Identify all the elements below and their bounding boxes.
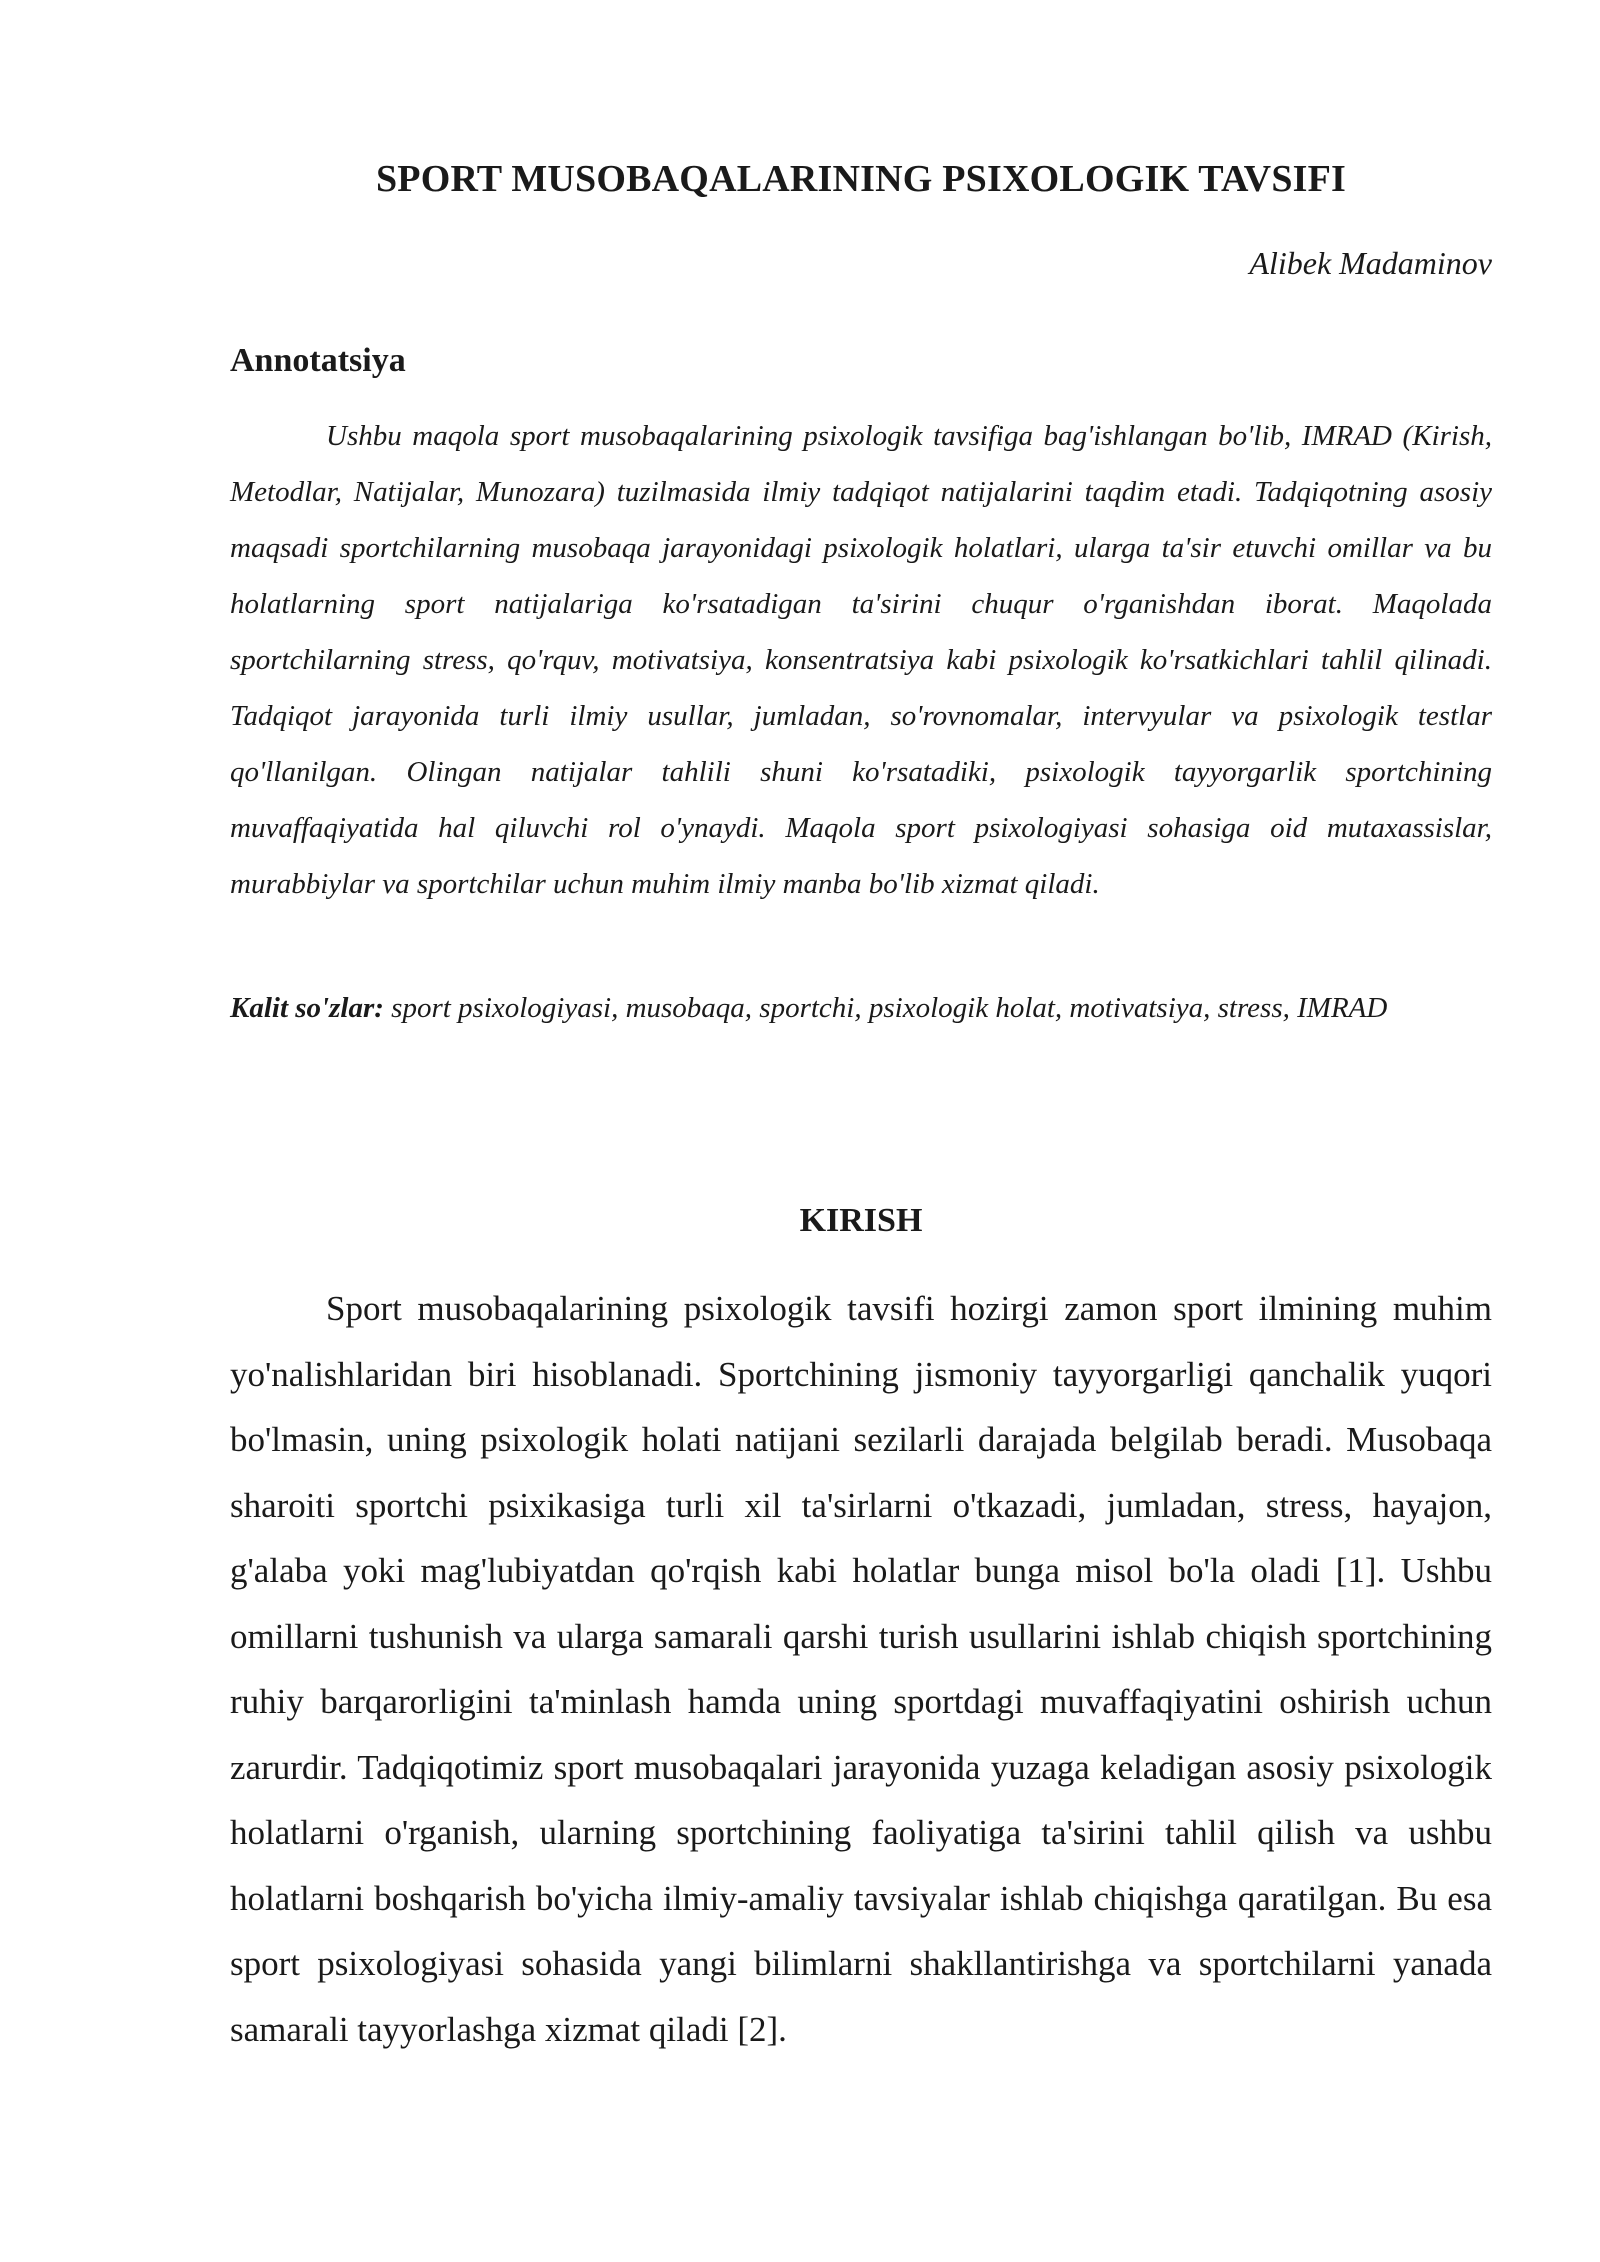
author-name: Alibek Madaminov	[1249, 245, 1492, 281]
section-body-text: Sport musobaqalarining psixologik tavsifi hozirgi zamon sport ilmining muhim yo'nalishlaridan biri hisoblanadi. Sportchining jismoniy tayyorgarligi qanchalik yuqori bo'lmasin, uning psixologik holati natijani sezilarli darajada belgilab beradi. Musobaqa sharoiti sportchi psixikasiga turli xil ta'sirlarni o'tkazadi, jumladan, stress, hayajon, g'alaba yoki mag'lubiyatdan qo'rqish kabi holatlar bunga misol bo'la oladi [1]. Ushbu omillarni tushunish va ularga samarali qarshi turish usullarini ishlab chiqish sportchining ruhiy barqarorligini ta'minlash hamda uning sportdagi muvaffaqiyatini oshirish uchun zarurdir. Tadqiqotimiz sport musobaqalari jarayonida yuzaga keladigan asosiy psixologik holatlarni o'rganish, ularning sportchining faoliyatiga ta'sirini tahlil qilish va ushbu holatlarni boshqarish bo'yicha ilmiy-amaliy tavsiyalar ishlab chiqishga qaratilgan. Bu esa sport psixologiyasi sohasida yangi bilimlarni shakllantirishga va sportchilarni yanada samarali tayyorlashga xizmat qiladi [2].	[230, 1289, 1492, 2049]
keywords-label: Kalit so'zlar:	[230, 992, 384, 1024]
keywords-paragraph	[230, 981, 1492, 1035]
abstract-text: Ushbu maqola sport musobaqalarining psixologik tavsifiga bag'ishlangan bo'lib, IMRAD (Kirish, Metodlar, Natijalar, Munozara) tuzilmasida ilmiy tadqiqot natijalarini taqdim etadi. Tadqiqotning asosiy maqsadi sportchilarning musobaqa jarayonidagi psixologik holatlari, ularga ta'sir etuvchi omillar va bu holatlarning sport natijalariga ko'rsatadigan ta'sirini chuqur o'rganishdan iborat. Maqolada sportchilarning stress, qo'rquv, motivatsiya, konsentratsiya kabi psixologik ko'rsatkichlari tahlil qilinadi. Tadqiqot jarayonida turli ilmiy usullar, jumladan, so'rovnomalar, intervyular va psixologik testlar qo'llanilgan. Olingan natijalar tahlili shuni ko'rsatadiki, psixologik tayyorgarlik sportchining muvaffaqiyatida hal qiluvchi rol o'ynaydi. Maqola sport psixologiyasi sohasiga oid mutaxassislar, murabbiylar va sportchilar uchun muhim ilmiy manba bo'lib xizmat qiladi.	[230, 420, 1492, 900]
paper-title: SPORT MUSOBAQALARINING PSIXOLOGIK TAVSIFI	[375, 158, 1347, 200]
abstract-heading: Annotatsiya	[230, 342, 406, 379]
keywords-list: sport psixologiyasi, musobaqa, sportchi, psixologik holat, motivatsiya, stress, IMRAD	[391, 992, 1388, 1024]
section-heading-kirish: KIRISH	[799, 1202, 923, 1239]
